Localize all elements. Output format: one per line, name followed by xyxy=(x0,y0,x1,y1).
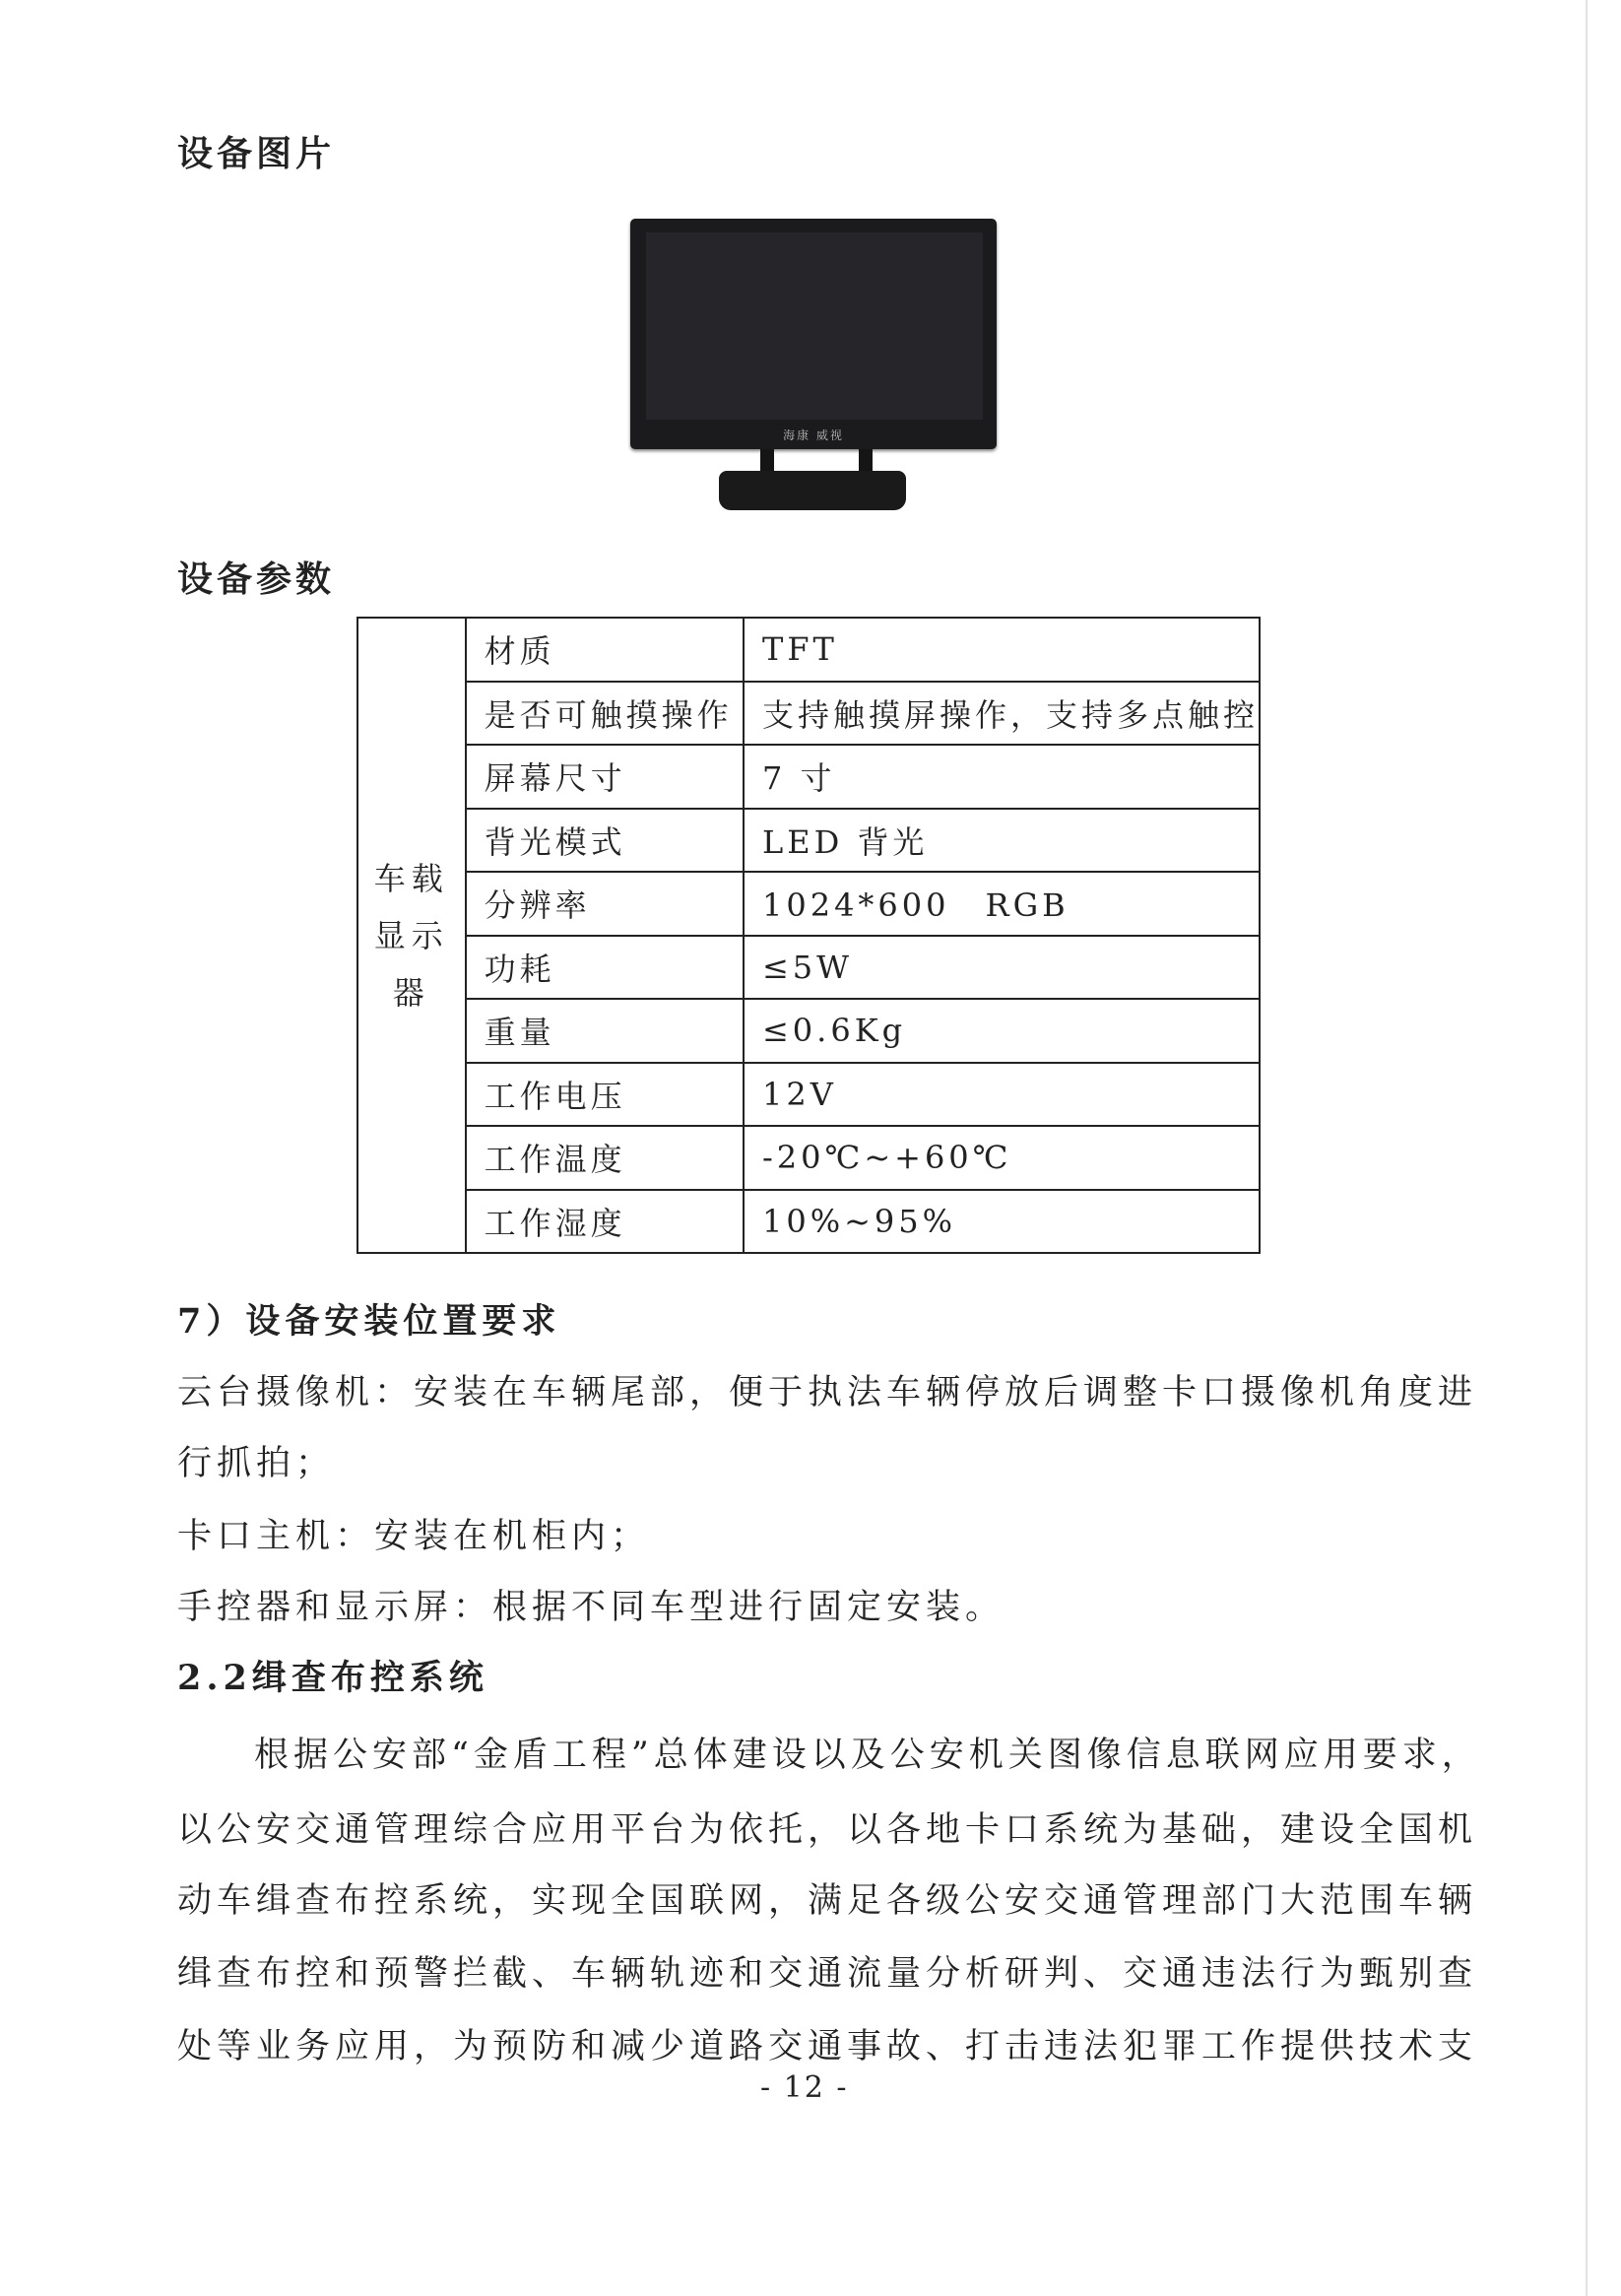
param-name: 材质 xyxy=(466,618,744,682)
table-row xyxy=(357,745,1260,809)
param-value: ≤5W xyxy=(744,936,1260,1000)
install-line: 卡口主机：安装在机柜内； xyxy=(177,1517,651,1556)
monitor-brand-label: 海康 威视 xyxy=(783,428,844,442)
param-value: 12V xyxy=(744,1063,1260,1127)
scan-edge-line xyxy=(1586,0,1588,2296)
param-value: LED 背光 xyxy=(744,809,1260,873)
param-value: 支持触摸屏操作，支持多点触控 xyxy=(744,682,1260,746)
section-title-device-image: 设备图片 xyxy=(177,133,336,174)
install-line: 云台摄像机：安装在车辆尾部，便于执法车辆停放后调整卡口摄像机角度进 xyxy=(177,1373,1478,1412)
param-name: 重量 xyxy=(466,999,744,1063)
monitor-screen xyxy=(646,232,983,420)
table-row xyxy=(357,872,1260,936)
table-row xyxy=(357,618,1260,682)
table-row xyxy=(357,1190,1260,1254)
param-name: 工作电压 xyxy=(466,1063,744,1127)
param-name: 屏幕尺寸 xyxy=(466,745,744,809)
spec-table xyxy=(357,617,1261,1254)
body-line: 缉查布控和预警拦截、车辆轨迹和交通流量分析研判、交通违法行为甄别查 xyxy=(177,1954,1478,1994)
body-line: 处等业务应用，为预防和减少道路交通事故、打击违法犯罪工作提供技术支 xyxy=(177,2027,1478,2066)
param-name: 是否可触摸操作 xyxy=(466,682,744,746)
param-value: 10%~95% xyxy=(744,1190,1260,1254)
param-name: 背光模式 xyxy=(466,809,744,873)
param-value: 1024*600 RGB xyxy=(744,872,1260,936)
param-value: 7 寸 xyxy=(744,745,1260,809)
table-row xyxy=(357,1063,1260,1127)
param-name: 功耗 xyxy=(466,936,744,1000)
param-value: ≤0.6Kg xyxy=(744,999,1260,1063)
table-row xyxy=(357,1126,1260,1190)
param-name: 工作温度 xyxy=(466,1126,744,1190)
category-cell: 车载显示器 xyxy=(357,618,466,1253)
body-line: 动车缉查布控系统，实现全国联网，满足各级公安交通管理部门大范围车辆 xyxy=(177,1881,1478,1921)
table-row xyxy=(357,936,1260,1000)
install-heading: 7）设备安装位置要求 xyxy=(177,1301,561,1342)
table-row xyxy=(357,999,1260,1063)
table-row xyxy=(357,809,1260,873)
monitor-stand-base xyxy=(719,471,906,510)
table-row xyxy=(357,682,1260,746)
body-line: 以公安交通管理综合应用平台为依托，以各地卡口系统为基础，建设全国机 xyxy=(177,1810,1478,1850)
param-value: -20℃~+60℃ xyxy=(744,1126,1260,1190)
section-title-device-params: 设备参数 xyxy=(177,558,336,600)
param-name: 工作湿度 xyxy=(466,1190,744,1254)
param-name: 分辨率 xyxy=(466,872,744,936)
page-number: - 12 - xyxy=(760,2070,849,2105)
install-line: 行抓拍； xyxy=(177,1444,336,1483)
section-heading-2-2: 2.2缉查布控系统 xyxy=(177,1658,488,1698)
install-line: 手控器和显示屏：根据不同车型进行固定安装。 xyxy=(177,1588,1005,1627)
device-photo-monitor xyxy=(630,219,997,449)
param-value: TFT xyxy=(744,618,1260,682)
body-line: 根据公安部“金盾工程”总体建设以及公安机关图像信息联网应用要求， xyxy=(254,1736,1481,1775)
